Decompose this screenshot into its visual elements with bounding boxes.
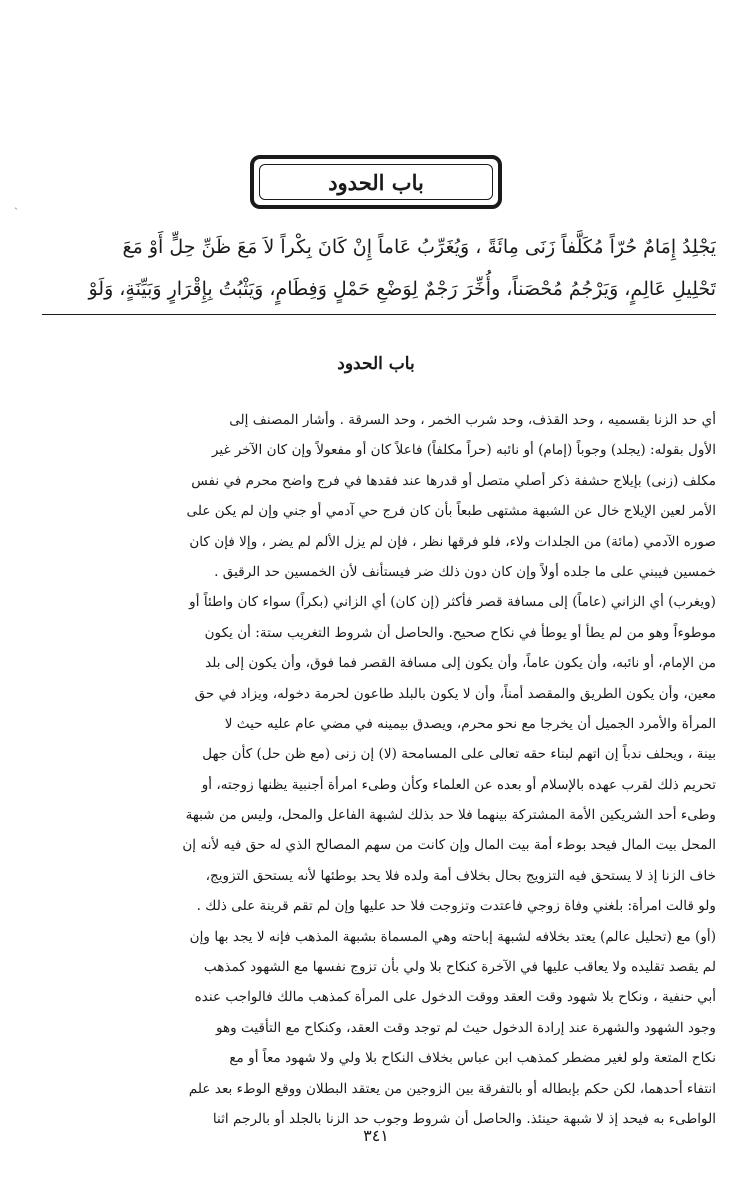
commentary-line: الأمر لعين الإيلاج خال عن الشبهة مشتهى طبعاً بأن كان فرج حي آدمي أو جني وإن لم يكن على [186, 503, 716, 520]
commentary-text [40, 405, 716, 1134]
commentary-line: لم يقصد تقليده ولا يعاقب عليها في الآخرة كنكاح بلا ولي بأن تزوج نفسها مع الشهود كمذهب [203, 959, 716, 976]
commentary-line: (ويغرب) أي الزاني (عاماً) إلى مسافة قصر فأكثر (إن كان) أي الزاني (بكراً) سواء كان واطئاً أو [189, 594, 716, 611]
commentary-line: أبي حنفية ، ونكاح بلا شهود وقت العقد ووقت الدخول على المرأة كمذهب مالك فالواجب عنده [194, 989, 716, 1006]
commentary-line: تحريم ذلك لقرب عهده بالإسلام أو بعده عن العلماء وكأن وطىء امرأة أجنبية يظنها زوجته، أو [201, 776, 716, 793]
chapter-title: باب الحدود [328, 169, 424, 195]
matn-line: يَجْلِدُ إِمَامٌ حُرّاً مُكَلَّفاً زَنَى مِائَةً ، وَيُغَرِّبُ عَاماً إِنْ كَانَ بِكْراً لاَ مَعَ ظَنِّ حِلٍّ أَوْ مَعَ [122, 236, 716, 258]
commentary-line: الواطىء به فيحد إذ لا شبهة حينئذ. والحاصل أن شروط وجوب حد الزنا بالجلد أو بالرجم اثنا [212, 1110, 716, 1127]
commentary-line: (أو) مع (تحليل عالم) يعتد بخلافه لشبهة إباحته وهي المسماة بشبهة المذهب فإنه لا يجد بها وإن [189, 928, 716, 945]
commentary-line: المرأة والأمرد الجميل أن يخرجا مع نحو محرم، ويصدق بيمينه في مضي عام عليه حيث لا [224, 715, 716, 732]
commentary-line: صوره الآدمي (مائة) من الجلدات ولاء، فلو فرقها نظر ، فإن لم يزل الألم لم يضر ، وإلا فإن كان [189, 533, 716, 550]
commentary-line: معين، وأن يكون الطريق والمقصد أمناً، وأن لا يكون بالبلد طاعون لحرمة دخوله، ويزاد في حق [194, 685, 716, 702]
commentary-line: المحل بيت المال فيحد بوطء أمة بيت المال وإن كانت من سهم المصالح الذي له حق فيه لأنه إن [182, 837, 716, 854]
commentary-line: أي حد الزنا بقسميه ، وحد القذف، وحد شرب الخمر ، وحد السرقة . وأشار المصنف إلى [229, 412, 716, 428]
matn-text [42, 226, 716, 310]
commentary-line: خاف الزنا إذ لا يستحق فيه التزويج بحال بخلاف أمة ولده فلا يحد بوطئها لأنه يستحق التزويج، [205, 867, 716, 884]
commentary-line: من الإمام، أو نائبه، وأن يكون عاماً، وأن يكون إلى مسافة القصر فما فوق، وأن يكون إلى بلد [205, 655, 716, 672]
commentary-line: ولو قالت امرأة: بلغني وفاة زوجي فاعتدت وتزوجت فلا حد عليها وإن لم تقم قرينة على ذلك . [196, 898, 716, 915]
commentary-line: بينة ، ويحلف ندباً إن اتهم لبناء حقه تعالى على المسامحة (لا) إن زنى (مع ظن حل) كأن جهل [202, 746, 716, 763]
commentary-line: خمسين فيبني على ما جلده أولاً وإن كان دون ذلك ضر فيستأنف لأن الخمسين حد الرقيق . [214, 563, 716, 580]
page-number: ٣٤١ [363, 1126, 389, 1145]
commentary-line: انتفاء أحدهما، لكن حكم بإبطاله أو بالتفرقة بين الزوجين من يعتقد البطلان ووقع الوطء بعد علم [188, 1080, 716, 1097]
commentary-heading: باب الحدود [337, 354, 415, 374]
commentary-line: نكاح المتعة ولو لغير مضطر كمذهب ابن عباس بخلاف النكاح بلا ولي ولا شهود معاً أو مع [229, 1050, 716, 1067]
separator-rule [42, 314, 716, 315]
commentary-line: موطوءاً وهو من لم يطأ أو يوطأ في نكاح صحيح. والحاصل أن شروط التغريب ستة: أن يكون [204, 624, 716, 641]
commentary-line: مكلف (زنى) بإيلاج حشفة ذكر أصلي متصل أو قدرها عند فقدها في فرج واضح محرم في نفس [191, 472, 716, 489]
scan-mark: ˎ [14, 196, 18, 210]
matn-line: تَحْلِيلِ عَالِمٍ، وَيَرْجُمُ مُحْصَناً، وأُخِّرَ رَجْمٌ لِوَضْعِ حَمْلٍ وَفِطَامٍ، وَيَثْبُتُ بِإِقْرَارٍ وَبَيِّنَةٍ، وَلَوْ [88, 278, 716, 300]
commentary-line: وطىء أحد الشريكين الأمة المشتركة بينهما فلا حد بذلك لشبهة الفاعل والمحل، وليس من شبهة [185, 807, 716, 824]
commentary-line: وجود الشهود والشهرة عند إرادة الدخول حيث لم توجد وقت العقد، وكنكاح مع التأقيت وهو [215, 1019, 716, 1036]
chapter-title-frame [250, 155, 502, 209]
commentary-line: الأول بقوله: (يجلد) وجوباً (إمام) أو نائبه (حراً مكلفاً) فاعلاً كان أو مفعولاً وإن كان الآخر غير [211, 442, 716, 459]
